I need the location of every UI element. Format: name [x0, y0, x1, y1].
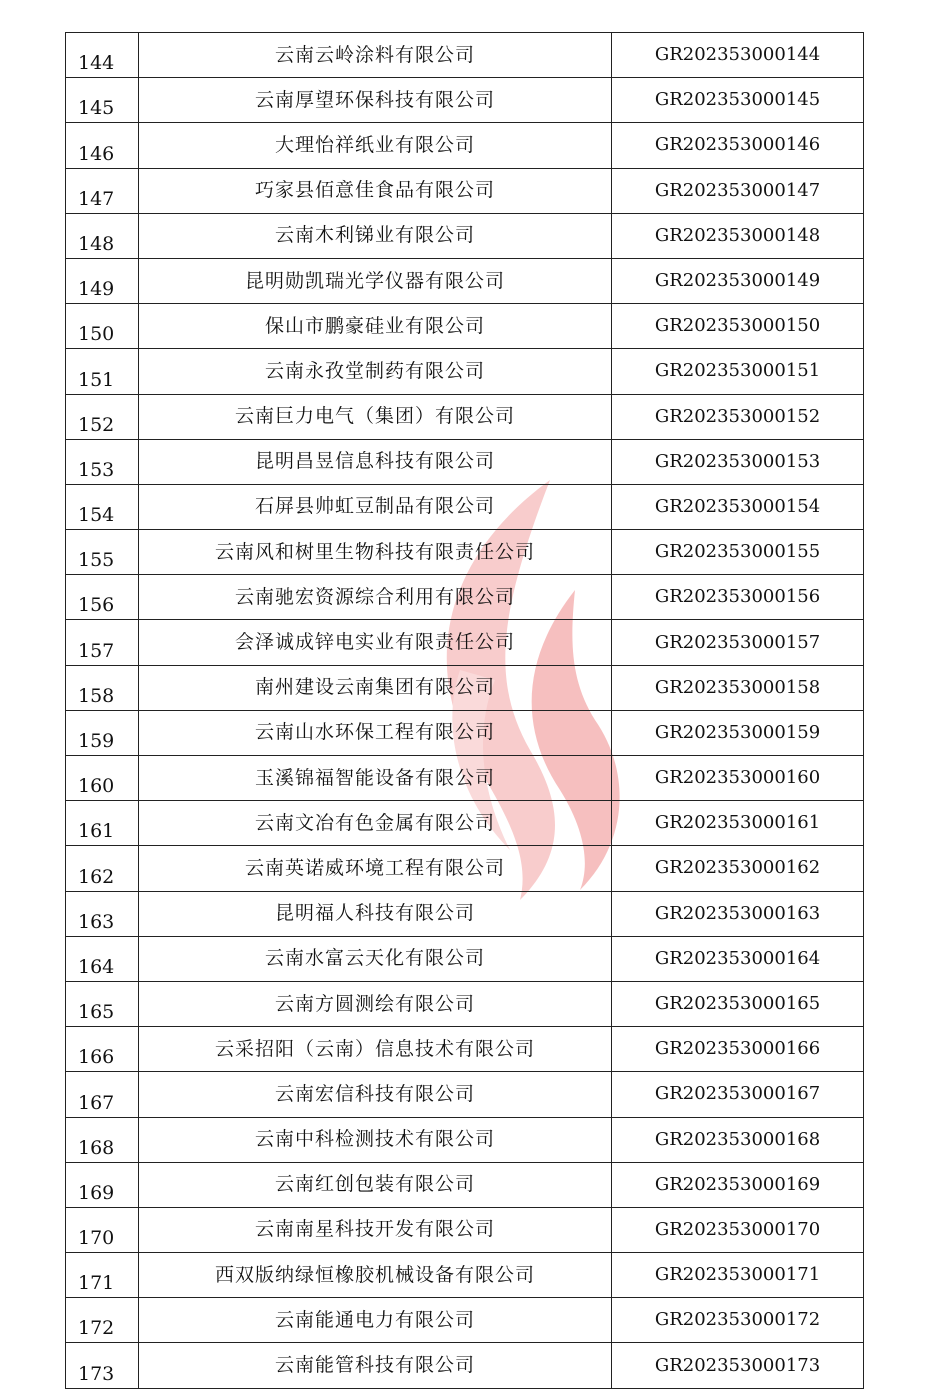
certificate-code-cell: GR202353000169: [612, 1162, 864, 1207]
table-row: [66, 981, 864, 1026]
row-number-cell: 159: [66, 710, 139, 755]
company-name-cell: 云南宏信科技有限公司: [139, 1072, 612, 1117]
company-name-cell: 大理怡祥纸业有限公司: [139, 123, 612, 168]
table-row: [66, 846, 864, 891]
certificate-code-cell: GR202353000158: [612, 665, 864, 710]
certificate-code-cell: GR202353000148: [612, 213, 864, 258]
row-number-cell: 157: [66, 620, 139, 665]
certificate-code-cell: GR202353000153: [612, 439, 864, 484]
company-name-cell: 昆明昌昱信息科技有限公司: [139, 439, 612, 484]
table-row: [66, 1343, 864, 1388]
certificate-code-cell: GR202353000151: [612, 349, 864, 394]
certificate-code-cell: GR202353000147: [612, 168, 864, 213]
table-row: [66, 1253, 864, 1298]
certificate-code-cell: GR202353000154: [612, 484, 864, 529]
certificate-code-cell: GR202353000156: [612, 575, 864, 620]
certificate-code-cell: GR202353000150: [612, 304, 864, 349]
row-number-cell: 165: [66, 981, 139, 1026]
company-name-cell: 云南红创包装有限公司: [139, 1162, 612, 1207]
company-name-cell: 昆明福人科技有限公司: [139, 891, 612, 936]
certificate-code-cell: GR202353000164: [612, 936, 864, 981]
table-row: [66, 123, 864, 168]
table-row: [66, 484, 864, 529]
certificate-code-cell: GR202353000146: [612, 123, 864, 168]
certificate-code-cell: GR202353000170: [612, 1207, 864, 1252]
row-number-cell: 172: [66, 1298, 139, 1343]
company-name-cell: 保山市鹏豪硅业有限公司: [139, 304, 612, 349]
table-row: [66, 258, 864, 303]
certificate-code-cell: GR202353000172: [612, 1298, 864, 1343]
certificate-code-cell: GR202353000171: [612, 1253, 864, 1298]
company-name-cell: 云南巨力电气（集团）有限公司: [139, 394, 612, 439]
company-name-cell: 西双版纳绿恒橡胶机械设备有限公司: [139, 1253, 612, 1298]
certificate-code-cell: GR202353000145: [612, 78, 864, 123]
table-row: [66, 1027, 864, 1072]
table-row: [66, 168, 864, 213]
company-name-cell: 云南云岭涂料有限公司: [139, 33, 612, 78]
certificate-code-cell: GR202353000162: [612, 846, 864, 891]
company-list-table: [65, 32, 864, 1389]
row-number-cell: 158: [66, 665, 139, 710]
certificate-code-cell: GR202353000167: [612, 1072, 864, 1117]
certificate-code-cell: GR202353000159: [612, 710, 864, 755]
table-body: [66, 33, 864, 1389]
company-name-cell: 云南厚望环保科技有限公司: [139, 78, 612, 123]
row-number-cell: 151: [66, 349, 139, 394]
row-number-cell: 152: [66, 394, 139, 439]
company-name-cell: 巧家县佰意佳食品有限公司: [139, 168, 612, 213]
table-row: [66, 620, 864, 665]
row-number-cell: 166: [66, 1027, 139, 1072]
row-number-cell: 156: [66, 575, 139, 620]
table-row: [66, 1207, 864, 1252]
company-name-cell: 石屏县帅虹豆制品有限公司: [139, 484, 612, 529]
row-number-cell: 144: [66, 33, 139, 78]
row-number-cell: 168: [66, 1117, 139, 1162]
company-name-cell: 云南永孜堂制药有限公司: [139, 349, 612, 394]
table-row: [66, 575, 864, 620]
table-row: [66, 801, 864, 846]
certificate-code-cell: GR202353000155: [612, 530, 864, 575]
company-name-cell: 昆明勋凯瑞光学仪器有限公司: [139, 258, 612, 303]
company-name-cell: 云南英诺威环境工程有限公司: [139, 846, 612, 891]
row-number-cell: 170: [66, 1207, 139, 1252]
table-row: [66, 304, 864, 349]
table-row: [66, 891, 864, 936]
table-row: [66, 394, 864, 439]
company-name-cell: 云南木利锑业有限公司: [139, 213, 612, 258]
company-name-cell: 云南风和树里生物科技有限责任公司: [139, 530, 612, 575]
table-row: [66, 1162, 864, 1207]
table-row: [66, 1072, 864, 1117]
company-name-cell: 云南方圆测绘有限公司: [139, 981, 612, 1026]
certificate-code-cell: GR202353000166: [612, 1027, 864, 1072]
table-row: [66, 78, 864, 123]
company-name-cell: 云采招阳（云南）信息技术有限公司: [139, 1027, 612, 1072]
table-row: [66, 936, 864, 981]
row-number-cell: 154: [66, 484, 139, 529]
table-row: [66, 665, 864, 710]
certificate-code-cell: GR202353000144: [612, 33, 864, 78]
row-number-cell: 148: [66, 213, 139, 258]
table-row: [66, 756, 864, 801]
row-number-cell: 169: [66, 1162, 139, 1207]
company-name-cell: 云南能管科技有限公司: [139, 1343, 612, 1388]
table-row: [66, 439, 864, 484]
company-name-cell: 云南文冶有色金属有限公司: [139, 801, 612, 846]
table-row: [66, 1298, 864, 1343]
row-number-cell: 149: [66, 258, 139, 303]
table-row: [66, 1117, 864, 1162]
company-name-cell: 云南驰宏资源综合利用有限公司: [139, 575, 612, 620]
certificate-code-cell: GR202353000157: [612, 620, 864, 665]
certificate-code-cell: GR202353000152: [612, 394, 864, 439]
company-name-cell: 云南能通电力有限公司: [139, 1298, 612, 1343]
company-name-cell: 云南山水环保工程有限公司: [139, 710, 612, 755]
table-row: [66, 349, 864, 394]
table-row: [66, 33, 864, 78]
row-number-cell: 147: [66, 168, 139, 213]
certificate-code-cell: GR202353000160: [612, 756, 864, 801]
certificate-code-cell: GR202353000161: [612, 801, 864, 846]
row-number-cell: 171: [66, 1253, 139, 1298]
certificate-code-cell: GR202353000168: [612, 1117, 864, 1162]
row-number-cell: 173: [66, 1343, 139, 1388]
company-name-cell: 云南水富云天化有限公司: [139, 936, 612, 981]
table-row: [66, 530, 864, 575]
company-name-cell: 玉溪锦福智能设备有限公司: [139, 756, 612, 801]
row-number-cell: 155: [66, 530, 139, 575]
company-name-cell: 会泽诚成锌电实业有限责任公司: [139, 620, 612, 665]
row-number-cell: 145: [66, 78, 139, 123]
company-name-cell: 南州建设云南集团有限公司: [139, 665, 612, 710]
row-number-cell: 162: [66, 846, 139, 891]
company-name-cell: 云南南星科技开发有限公司: [139, 1207, 612, 1252]
certificate-code-cell: GR202353000173: [612, 1343, 864, 1388]
row-number-cell: 163: [66, 891, 139, 936]
certificate-code-cell: GR202353000149: [612, 258, 864, 303]
row-number-cell: 167: [66, 1072, 139, 1117]
certificate-code-cell: GR202353000163: [612, 891, 864, 936]
row-number-cell: 150: [66, 304, 139, 349]
row-number-cell: 146: [66, 123, 139, 168]
table-row: [66, 213, 864, 258]
company-name-cell: 云南中科检测技术有限公司: [139, 1117, 612, 1162]
certificate-code-cell: GR202353000165: [612, 981, 864, 1026]
row-number-cell: 161: [66, 801, 139, 846]
row-number-cell: 160: [66, 756, 139, 801]
row-number-cell: 153: [66, 439, 139, 484]
table-row: [66, 710, 864, 755]
row-number-cell: 164: [66, 936, 139, 981]
